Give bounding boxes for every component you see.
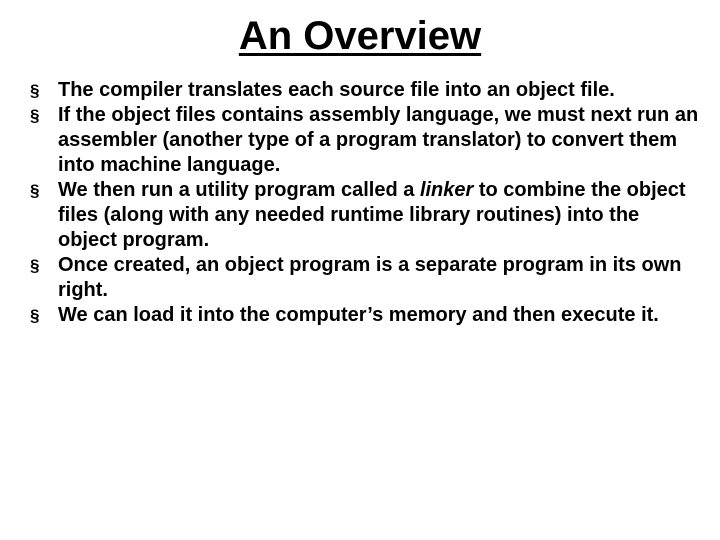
bullet-text: We can load it into the computer’s memory and then execute it.: [58, 304, 659, 326]
bullet-item: [30, 303, 700, 328]
bullet-text: Once created, an object program is a separate program in its own right.: [58, 254, 682, 301]
bullet-list: [30, 78, 700, 328]
bullet-item: [30, 103, 700, 178]
bullet-text-before: We then run a utility program called a: [58, 179, 420, 201]
bullet-marker-icon: §: [30, 81, 40, 100]
bullet-item: [30, 253, 700, 303]
bullet-emphasis-linker: linker: [419, 179, 474, 201]
bullet-item: [30, 178, 700, 253]
bullet-text: If the object files contains assembly language, we must next run an assembler (another type of a program translator) to convert them into machine language.: [58, 104, 699, 176]
bullet-text-after: to combine the object files (along with any needed runtime library routines) into the object program.: [58, 179, 686, 251]
bullet-marker-icon: §: [30, 181, 40, 200]
bullet-marker-icon: §: [30, 106, 40, 125]
bullet-marker-icon: §: [30, 256, 40, 275]
bullet-text: The compiler translates each source file into an object file.: [58, 79, 615, 101]
bullet-marker-icon: §: [30, 306, 40, 325]
slide-title: An Overview: [238, 14, 482, 58]
bullet-item: [30, 78, 700, 103]
